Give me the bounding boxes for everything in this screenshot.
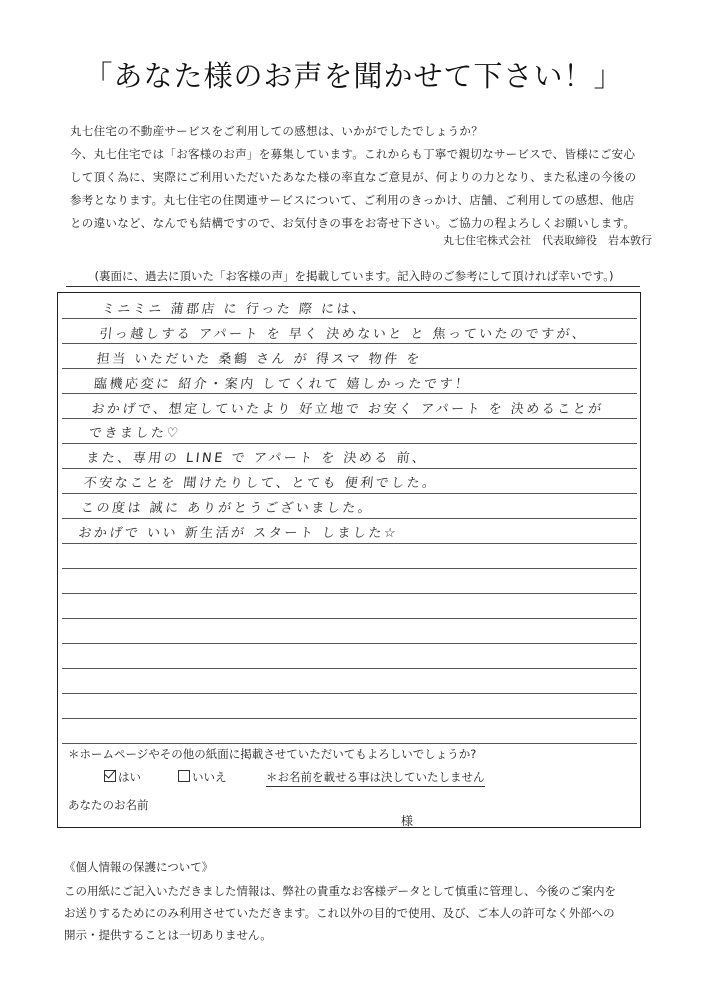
comment-line: おかげで、想定していたより 好立地で お安く アパート を 決めることが bbox=[90, 401, 605, 417]
ruled-line bbox=[62, 693, 637, 694]
no-checkbox[interactable] bbox=[178, 770, 190, 782]
ruled-line bbox=[62, 593, 637, 594]
intro-line: 丸七住宅の不動産サービスをご利用しての感想は、いかがでしたでしょうか？ bbox=[70, 124, 483, 138]
consent-yes-option[interactable] bbox=[104, 769, 141, 785]
comment-line: 担当 いただいた 桑鶴 さん が 得スマ 物件 を bbox=[95, 351, 423, 367]
name-honorific: 様 bbox=[401, 814, 414, 828]
ruled-line bbox=[62, 568, 637, 569]
privacy-text bbox=[64, 880, 684, 946]
intro-line: 今、丸七住宅では「お客様のお声」を募集しています。これからも丁寧で親切なサービスで、皆様にご安心 bbox=[70, 147, 636, 161]
comment-line: 臨機応変に 紹介・案内 してくれて 嬉しかったです！ bbox=[93, 376, 472, 392]
ruled-line bbox=[62, 668, 637, 669]
ruled-line bbox=[62, 643, 637, 644]
intro-text bbox=[70, 120, 670, 235]
intro-line: 参考となります。丸七住宅の住関連サービスについて、ご利用のきっかけ、店舗、ご利用しての感想、他店 bbox=[70, 193, 635, 207]
comment-line: 引っ越しする アパート を 早く 決めないと と 焦っていたのですが、 bbox=[98, 326, 589, 342]
privacy-line: お送りするためにのみ利用させていただきます。これ以外の目的で使用、及び、ご本人の許可なく外部への bbox=[64, 906, 615, 920]
comment-line: この度は 誠に ありがとうございました。 bbox=[80, 501, 374, 517]
name-privacy-notice: ＊お名前を載せる事は決していたしません bbox=[266, 769, 485, 787]
comment-line: 不安なことを 聞けたりして、とても 便利でした。 bbox=[82, 476, 439, 492]
comment-line: また、専用の LINE で アパート を 決める 前、 bbox=[85, 451, 429, 467]
publish-consent-question: ＊ホームページやその他の紙面に掲載させていただいてもよろしいでしょうか? bbox=[68, 747, 477, 761]
ruled-line bbox=[62, 718, 637, 719]
consent-no-option[interactable] bbox=[178, 769, 227, 785]
yes-label: はい bbox=[118, 770, 141, 784]
comment-line: おかげで いい 新生活が スタート しました☆ bbox=[77, 526, 399, 542]
privacy-line: この用紙にご記入いただきました情報は、弊社の貴重なお客様データとして慎重に管理し、今後のご案内を bbox=[64, 884, 616, 898]
intro-line: との違いなど、なんでも結構ですので、お気付きの事をお寄せ下さい。ご協力の程よろしくお願いします。 bbox=[70, 216, 636, 230]
privacy-title: 《個人情報の保護について》 bbox=[64, 860, 214, 874]
company-signature: 丸七住宅株式会社 代表取締役 岩本敦行 bbox=[443, 234, 652, 247]
name-field-label: あなたのお名前 bbox=[68, 798, 149, 812]
comment-line: できました♡ bbox=[88, 426, 182, 442]
intro-line: して頂く為に、実際にご利用いただいたあなた様の率直なご意見が、何よりの力となり、また私達の今後の bbox=[70, 170, 637, 184]
privacy-line: 開示・提供することは一切ありません。 bbox=[64, 928, 272, 942]
comment-line: ミニミニ 蒲郡店 に 行った 際 には、 bbox=[101, 302, 369, 317]
ruled-line bbox=[62, 618, 637, 619]
reference-note: (裏面に、過去に頂いた「お客様の声」を掲載しています。記入時のご参考にして頂ければ幸いです。) bbox=[94, 269, 614, 283]
page-title: 「あなた様のお声を聞かせて下さい！」 bbox=[83, 59, 624, 93]
ruled-line bbox=[62, 743, 637, 744]
yes-checkbox[interactable] bbox=[104, 770, 116, 782]
handwritten-comment[interactable] bbox=[77, 298, 643, 547]
note-underline bbox=[66, 286, 640, 287]
no-label: いいえ bbox=[192, 770, 227, 784]
